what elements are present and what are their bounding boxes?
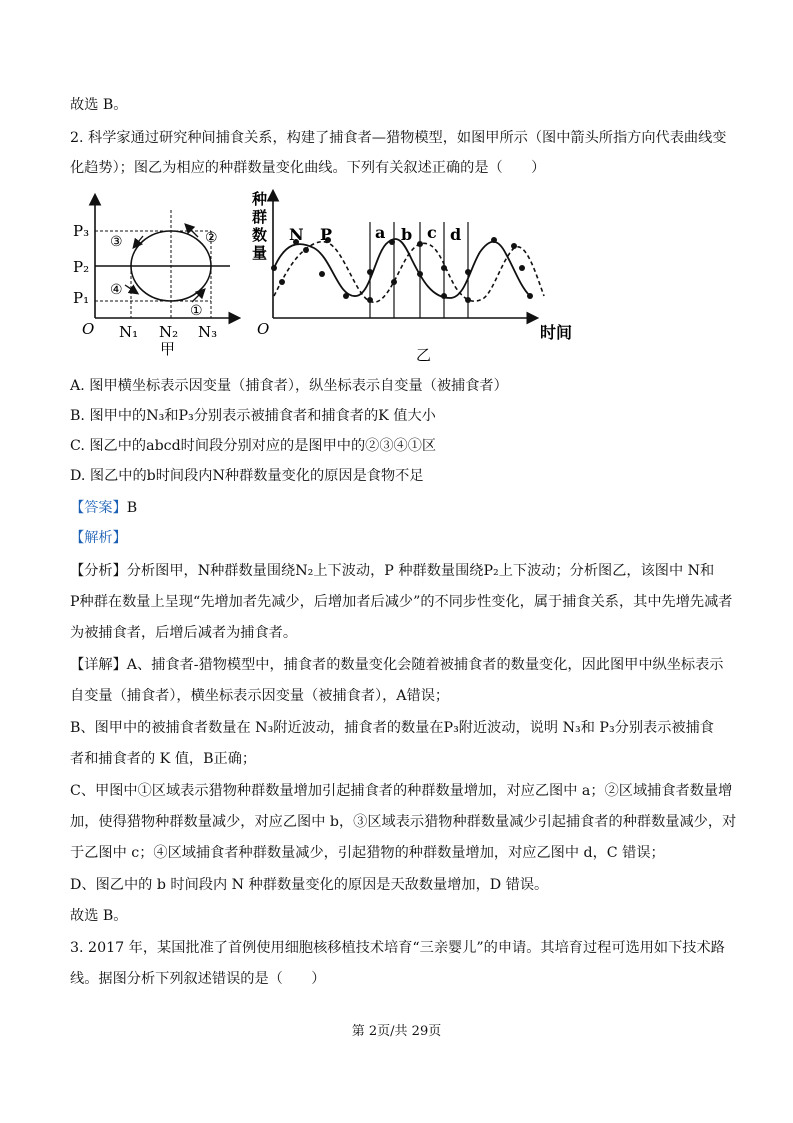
detail-a-line-1	[70, 655, 730, 675]
detail-a-line-2: 自变量（捕食者），横坐标表示因变量（被捕食者），A错误；	[70, 688, 450, 704]
q2-stem-line-2: 化趋势）；图乙为相应的种群数量变化曲线。下列有关叙述正确的是（ ）	[70, 160, 546, 176]
jia-region-1: ①	[190, 303, 203, 319]
detail-b-line-1: B、图甲中的被捕食者数量在 N₃附近波动，捕食者的数量在P₃附近波动，说明 N₃和 P₃分别表示被捕食	[70, 720, 714, 736]
yi-ylabel-char-4: 量	[252, 244, 268, 262]
detail-c-line-2: 加，使得猎物种群数量减少，对应乙图中 b，③区域表示猎物种群数量减少引起捕食者的种群数量减少，对	[70, 814, 737, 830]
detail-tag: 【详解】	[70, 657, 127, 673]
fenxi-tag: 【分析】	[70, 563, 127, 579]
yi-ylabel-char-3: 数	[252, 226, 268, 244]
yi-ylabel-char-2: 群	[252, 208, 268, 226]
option-c: C. 图乙中的abcd时间段分别对应的是图甲中的②③④①区	[70, 438, 437, 454]
detail-b-line-2: 者和捕食者的 K 值，B正确；	[70, 751, 257, 767]
jia-region-3: ③	[110, 234, 123, 250]
yi-curve-n	[274, 239, 530, 298]
jia-xlabel-n1: N₁	[119, 323, 139, 341]
yi-interval-d: d	[450, 225, 462, 244]
conclusion: 故选 B。	[70, 908, 128, 924]
q2-stem-line-1: 2. 科学家通过研究种间捕食关系，构建了捕食者—猎物模型，如图甲所示（图中箭头所指方向代表曲线变	[70, 130, 727, 146]
q2-figure-svg	[70, 188, 590, 366]
jia-ylabel-p2: P₂	[73, 258, 90, 276]
jia-region-2: ②	[205, 230, 218, 246]
figure-yi	[251, 190, 572, 364]
option-a: A. 图甲横坐标表示因变量（捕食者），纵坐标表示自变量（被捕食者）	[70, 378, 508, 394]
fenxi-text-1: 分析图甲，N种群数量围绕N₂上下波动，P 种群数量围绕P₂上下波动；分析图乙，该图中 N和	[126, 563, 715, 579]
jia-caption: 甲	[160, 340, 176, 358]
jia-xlabel-n2: N₂	[159, 323, 179, 341]
jia-xlabel-n3: N₃	[198, 323, 218, 341]
prev-conclusion: 故选 B。	[70, 97, 128, 113]
answer-value: B	[126, 500, 138, 516]
jia-ylabel-p3: P₃	[73, 222, 90, 240]
answer-tag: 【答案】	[70, 500, 127, 516]
yi-series-p: P	[320, 225, 333, 244]
q2-figure	[70, 188, 590, 366]
answer-line	[70, 498, 730, 518]
figure-jia	[73, 196, 238, 358]
fenxi-line-2: P种群在数量上呈现“先增加者先减少，后增加者后减少”的不同步性变化，属于捕食关系，其中先增先减者	[70, 594, 733, 610]
q3-line-2: 线。据图分析下列叙述错误的是（ ）	[70, 971, 326, 987]
option-d: D. 图乙中的b时间段内N种群数量变化的原因是食物不足	[70, 468, 424, 484]
yi-interval-b: b	[401, 225, 413, 244]
option-b: B. 图甲中的N₃和P₃分别表示被捕食者和捕食者的K 值大小	[70, 408, 436, 424]
yi-caption: 乙	[416, 346, 432, 364]
jia-region-4: ④	[110, 282, 123, 298]
yi-series-n: N	[289, 225, 304, 244]
yi-origin: O	[257, 320, 270, 338]
yi-interval-c: c	[427, 223, 437, 242]
fenxi-line-3: 为被捕食者，后增后减者为捕食者。	[70, 625, 298, 641]
fenxi-line-1	[70, 561, 730, 581]
yi-xlabel: 时间	[540, 323, 573, 342]
detail-c-line-3: 于乙图中 c；④区域捕食者种群数量减少，引起猎物的种群数量增加，对应乙图中 d，C 错误；	[70, 845, 665, 861]
detail-c-line-1: C、甲图中①区域表示猎物种群数量增加引起捕食者的种群数量增加，对应乙图中 a；②区域捕食者数量增	[70, 783, 733, 799]
detail-d-line-1: D、图乙中的 b 时间段内 N 种群数量变化的原因是天敌数量增加，D 错误。	[70, 877, 549, 893]
page-footer: 第 2页/共 29页	[351, 1024, 442, 1039]
detail-a-text-1: A、捕食者-猎物模型中，捕食者的数量变化会随着被捕食者的数量变化，因此图甲中纵坐标表示	[126, 657, 724, 673]
jia-ylabel-p1: P₁	[73, 289, 90, 307]
yi-ylabel-char-1: 种	[252, 190, 268, 208]
q3-line-1: 3. 2017 年，某国批准了首例使用细胞核移植技术培育“三亲婴儿”的申请。其培育过程可选用如下技术路	[70, 940, 725, 956]
jia-origin: O	[82, 320, 95, 338]
analysis-tag: 【解析】	[70, 530, 127, 546]
yi-interval-a: a	[375, 223, 386, 242]
